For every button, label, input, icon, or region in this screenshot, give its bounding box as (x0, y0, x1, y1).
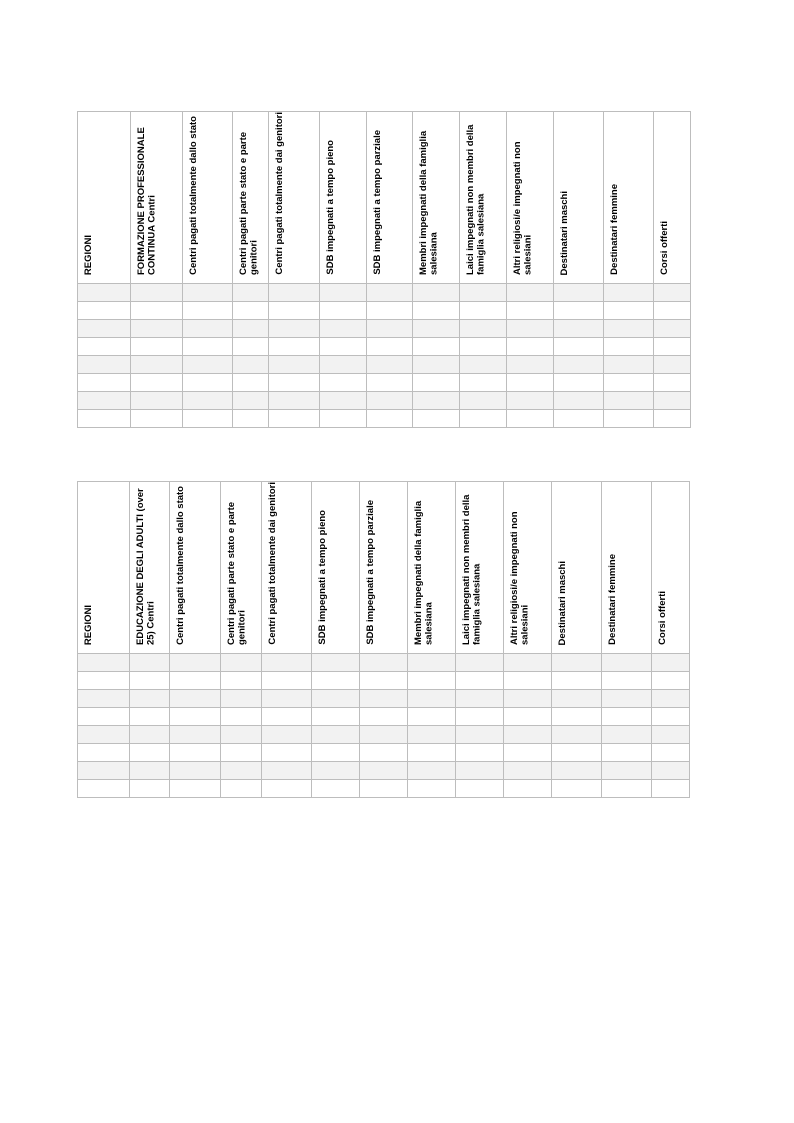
table-cell[interactable] (170, 780, 221, 798)
table-cell[interactable] (131, 284, 183, 302)
table-cell[interactable] (312, 672, 360, 690)
column-header: Centri pagati totalmente dallo stato (170, 482, 221, 654)
column-header: Centri pagati totalmente dallo stato (183, 112, 233, 284)
table-cell[interactable] (360, 672, 408, 690)
table-cell[interactable] (413, 392, 460, 410)
table-cell[interactable] (262, 762, 312, 780)
table-cell[interactable] (460, 392, 507, 410)
table-cell[interactable] (408, 672, 456, 690)
table-cell[interactable] (320, 374, 367, 392)
table-cell[interactable] (408, 744, 456, 762)
table-cell[interactable] (262, 726, 312, 744)
table-cell[interactable] (183, 374, 233, 392)
column-header: Corsi offerti (654, 112, 691, 284)
table-cell[interactable] (312, 654, 360, 672)
table-cell[interactable] (233, 338, 269, 356)
table-cell[interactable] (652, 672, 690, 690)
table-row (78, 410, 691, 428)
column-header: EDUCAZIONE DEGLI ADULTI (over 25) Centri (130, 482, 170, 654)
table-cell[interactable] (130, 708, 170, 726)
table-row (78, 708, 690, 726)
table-cell[interactable] (602, 744, 652, 762)
table-cell[interactable] (269, 374, 320, 392)
table-cell[interactable] (507, 284, 554, 302)
table-cell[interactable] (262, 654, 312, 672)
table-cell[interactable] (602, 780, 652, 798)
table-cell[interactable] (408, 762, 456, 780)
table-row (78, 392, 691, 410)
table-cell[interactable] (183, 338, 233, 356)
table-cell[interactable] (78, 410, 131, 428)
column-header: Altri religiosi/e impegnati non salesiani (504, 482, 552, 654)
table-cell[interactable] (183, 356, 233, 374)
table-cell[interactable] (654, 284, 691, 302)
table-cell[interactable] (312, 708, 360, 726)
table-row (78, 320, 691, 338)
table-cell[interactable] (262, 672, 312, 690)
table-cell[interactable] (233, 320, 269, 338)
table-cell[interactable] (78, 672, 130, 690)
table-cell[interactable] (170, 708, 221, 726)
table-cell[interactable] (504, 744, 552, 762)
table-cell[interactable] (408, 690, 456, 708)
table-row (78, 672, 690, 690)
table-cell[interactable] (460, 338, 507, 356)
table-cell[interactable] (552, 672, 602, 690)
table-cell[interactable] (131, 338, 183, 356)
column-header: REGIONI (78, 112, 131, 284)
table-cell[interactable] (554, 374, 604, 392)
table-cell[interactable] (456, 654, 504, 672)
table-cell[interactable] (367, 410, 413, 428)
table-cell[interactable] (507, 356, 554, 374)
table-cell[interactable] (413, 374, 460, 392)
table-cell[interactable] (360, 690, 408, 708)
table-cell[interactable] (554, 356, 604, 374)
table-cell[interactable] (360, 726, 408, 744)
table-cell[interactable] (262, 690, 312, 708)
table-cell[interactable] (460, 410, 507, 428)
table-cell[interactable] (269, 392, 320, 410)
table-cell[interactable] (78, 690, 130, 708)
table-cell[interactable] (130, 654, 170, 672)
table-cell[interactable] (602, 690, 652, 708)
table-cell[interactable] (554, 284, 604, 302)
table-cell[interactable] (131, 302, 183, 320)
table-cell[interactable] (221, 672, 262, 690)
table-cell[interactable] (507, 320, 554, 338)
table-cell[interactable] (604, 338, 654, 356)
table-cell[interactable] (604, 320, 654, 338)
table-cell[interactable] (604, 284, 654, 302)
table-cell[interactable] (408, 780, 456, 798)
table-cell[interactable] (131, 410, 183, 428)
table-cell[interactable] (221, 726, 262, 744)
table-cell[interactable] (367, 320, 413, 338)
table-cell[interactable] (654, 392, 691, 410)
table-row (78, 374, 691, 392)
table-cell[interactable] (652, 726, 690, 744)
table-cell[interactable] (312, 762, 360, 780)
formazione-professionale-table (77, 111, 691, 428)
table-cell[interactable] (460, 284, 507, 302)
table-cell[interactable] (456, 744, 504, 762)
table-cell[interactable] (367, 374, 413, 392)
column-header: Membri impegnati della famiglia salesiana (408, 482, 456, 654)
table-cell[interactable] (360, 654, 408, 672)
table-cell[interactable] (460, 374, 507, 392)
table-cell[interactable] (456, 708, 504, 726)
table-row (78, 302, 691, 320)
table-cell[interactable] (504, 780, 552, 798)
table-row (78, 690, 690, 708)
table-cell[interactable] (554, 302, 604, 320)
table-cell[interactable] (456, 762, 504, 780)
table-cell[interactable] (652, 708, 690, 726)
table-cell[interactable] (170, 690, 221, 708)
table-cell[interactable] (130, 726, 170, 744)
table-cell[interactable] (456, 672, 504, 690)
table-cell[interactable] (78, 744, 130, 762)
table-row (78, 654, 690, 672)
table-cell[interactable] (552, 744, 602, 762)
table-cell[interactable] (183, 284, 233, 302)
table-cell[interactable] (360, 744, 408, 762)
column-header: Altri religiosi/e impegnati non salesiani (507, 112, 554, 284)
table-cell[interactable] (130, 780, 170, 798)
table-cell[interactable] (413, 356, 460, 374)
column-header: Laici impegnati non membri della famiglia salesiana (460, 112, 507, 284)
table-cell[interactable] (78, 320, 131, 338)
table-cell[interactable] (413, 410, 460, 428)
table-row (78, 762, 690, 780)
table-row (78, 726, 690, 744)
table-cell[interactable] (602, 654, 652, 672)
table-cell[interactable] (130, 744, 170, 762)
column-header: SDB impegnati a tempo pieno (320, 112, 367, 284)
table-cell[interactable] (552, 708, 602, 726)
table-cell[interactable] (654, 356, 691, 374)
table-cell[interactable] (504, 690, 552, 708)
table-cell[interactable] (504, 762, 552, 780)
table-cell[interactable] (131, 392, 183, 410)
table-row (78, 744, 690, 762)
table-cell[interactable] (269, 338, 320, 356)
column-header: FORMAZIONE PROFESSIONALE CONTINUA Centri (131, 112, 183, 284)
table-cell[interactable] (654, 302, 691, 320)
table-cell[interactable] (652, 762, 690, 780)
table-cell[interactable] (507, 338, 554, 356)
table-cell[interactable] (221, 654, 262, 672)
column-header: SDB impegnati a tempo parziale (360, 482, 408, 654)
table-cell[interactable] (221, 780, 262, 798)
table-cell[interactable] (269, 356, 320, 374)
educazione-adulti-table (77, 481, 690, 798)
table-cell[interactable] (652, 744, 690, 762)
table-cell[interactable] (554, 338, 604, 356)
table-cell[interactable] (504, 726, 552, 744)
table-cell[interactable] (602, 672, 652, 690)
table-cell[interactable] (604, 302, 654, 320)
table-cell[interactable] (507, 374, 554, 392)
table-cell[interactable] (602, 726, 652, 744)
table-cell[interactable] (413, 320, 460, 338)
table-cell[interactable] (652, 654, 690, 672)
table-cell[interactable] (604, 410, 654, 428)
table-cell[interactable] (269, 320, 320, 338)
column-header: REGIONI (78, 482, 130, 654)
column-header: SDB impegnati a tempo pieno (312, 482, 360, 654)
table-cell[interactable] (507, 302, 554, 320)
table-cell[interactable] (170, 654, 221, 672)
table-cell[interactable] (320, 284, 367, 302)
table-cell[interactable] (408, 708, 456, 726)
table-cell[interactable] (602, 762, 652, 780)
table-cell[interactable] (130, 672, 170, 690)
table-cell[interactable] (413, 302, 460, 320)
table-cell[interactable] (367, 284, 413, 302)
table-cell[interactable] (221, 690, 262, 708)
table-cell[interactable] (78, 726, 130, 744)
table-cell[interactable] (456, 690, 504, 708)
table-cell[interactable] (183, 392, 233, 410)
table-cell[interactable] (408, 654, 456, 672)
table-cell[interactable] (233, 392, 269, 410)
column-header: Centri pagati totalmente dai genitori (269, 112, 320, 284)
table-cell[interactable] (131, 374, 183, 392)
table-cell[interactable] (78, 374, 131, 392)
table-cell[interactable] (312, 690, 360, 708)
table-cell[interactable] (183, 302, 233, 320)
table-cell[interactable] (221, 744, 262, 762)
table-cell[interactable] (78, 302, 131, 320)
table-cell[interactable] (367, 302, 413, 320)
table-cell[interactable] (604, 356, 654, 374)
table-cell[interactable] (221, 762, 262, 780)
table-cell[interactable] (652, 690, 690, 708)
table-cell[interactable] (320, 356, 367, 374)
table-cell[interactable] (130, 762, 170, 780)
table-cell[interactable] (170, 726, 221, 744)
table-cell[interactable] (367, 356, 413, 374)
table-cell[interactable] (78, 284, 131, 302)
table-cell[interactable] (233, 284, 269, 302)
table-cell[interactable] (367, 392, 413, 410)
table-cell[interactable] (78, 762, 130, 780)
table-cell[interactable] (413, 338, 460, 356)
table-row (78, 338, 691, 356)
column-header: Destinatari femmine (602, 482, 652, 654)
table-cell[interactable] (131, 356, 183, 374)
table-cell[interactable] (183, 320, 233, 338)
column-header: Centri pagati parte stato e parte genitori (221, 482, 262, 654)
table-cell[interactable] (262, 708, 312, 726)
table-cell[interactable] (654, 410, 691, 428)
table-cell[interactable] (552, 654, 602, 672)
table-cell[interactable] (221, 708, 262, 726)
table-cell[interactable] (269, 284, 320, 302)
table-cell[interactable] (460, 320, 507, 338)
column-header: SDB impegnati a tempo parziale (367, 112, 413, 284)
table-cell[interactable] (554, 410, 604, 428)
table-cell[interactable] (269, 302, 320, 320)
header-row (78, 112, 691, 284)
table-cell[interactable] (604, 392, 654, 410)
table-cell[interactable] (78, 338, 131, 356)
column-header: Centri pagati parte stato e parte genitori (233, 112, 269, 284)
table-cell[interactable] (554, 320, 604, 338)
table-cell[interactable] (552, 690, 602, 708)
table-cell[interactable] (654, 374, 691, 392)
table-cell[interactable] (360, 780, 408, 798)
table-cell[interactable] (130, 690, 170, 708)
table-cell[interactable] (262, 744, 312, 762)
table-cell[interactable] (552, 780, 602, 798)
table-cell[interactable] (320, 320, 367, 338)
table-row (78, 284, 691, 302)
table-cell[interactable] (233, 356, 269, 374)
table-cell[interactable] (654, 320, 691, 338)
table-cell[interactable] (170, 672, 221, 690)
table-cell[interactable] (320, 410, 367, 428)
column-header: Destinatari femmine (604, 112, 654, 284)
table-cell[interactable] (312, 726, 360, 744)
table-cell[interactable] (456, 726, 504, 744)
table-cell[interactable] (504, 654, 552, 672)
table-cell[interactable] (131, 320, 183, 338)
table-cell[interactable] (78, 356, 131, 374)
table-cell[interactable] (460, 302, 507, 320)
table-cell[interactable] (413, 284, 460, 302)
table-cell[interactable] (552, 726, 602, 744)
column-header: Destinatari maschi (554, 112, 604, 284)
table-cell[interactable] (312, 780, 360, 798)
column-header: Corsi offerti (652, 482, 690, 654)
table-cell[interactable] (456, 780, 504, 798)
header-row (78, 482, 690, 654)
table-cell[interactable] (78, 654, 130, 672)
table-cell[interactable] (552, 762, 602, 780)
table-cell[interactable] (360, 708, 408, 726)
table-cell[interactable] (78, 780, 130, 798)
table-cell[interactable] (320, 392, 367, 410)
table-cell[interactable] (507, 392, 554, 410)
table-cell[interactable] (507, 410, 554, 428)
column-header: Centri pagati totalmente dai genitori (262, 482, 312, 654)
table-cell[interactable] (554, 392, 604, 410)
table-cell[interactable] (233, 374, 269, 392)
table-cell[interactable] (504, 672, 552, 690)
table-cell[interactable] (360, 762, 408, 780)
table-cell[interactable] (78, 708, 130, 726)
table-cell[interactable] (460, 356, 507, 374)
table-cell[interactable] (602, 708, 652, 726)
table-row (78, 356, 691, 374)
column-header: Membri impegnati della famiglia salesiana (413, 112, 460, 284)
table-cell[interactable] (654, 338, 691, 356)
table-cell[interactable] (320, 302, 367, 320)
table-cell[interactable] (183, 410, 233, 428)
table-cell[interactable] (408, 726, 456, 744)
table-cell[interactable] (233, 302, 269, 320)
table-row (78, 780, 690, 798)
table-cell[interactable] (269, 410, 320, 428)
table-cell[interactable] (320, 338, 367, 356)
column-header: Destinatari maschi (552, 482, 602, 654)
column-header: Laici impegnati non membri della famiglia salesiana (456, 482, 504, 654)
table-cell[interactable] (233, 410, 269, 428)
table-cell[interactable] (367, 338, 413, 356)
table-cell[interactable] (652, 780, 690, 798)
table-cell[interactable] (78, 392, 131, 410)
table-cell[interactable] (170, 744, 221, 762)
table-cell[interactable] (312, 744, 360, 762)
table-cell[interactable] (262, 780, 312, 798)
table-cell[interactable] (604, 374, 654, 392)
table-cell[interactable] (170, 762, 221, 780)
table-cell[interactable] (504, 708, 552, 726)
